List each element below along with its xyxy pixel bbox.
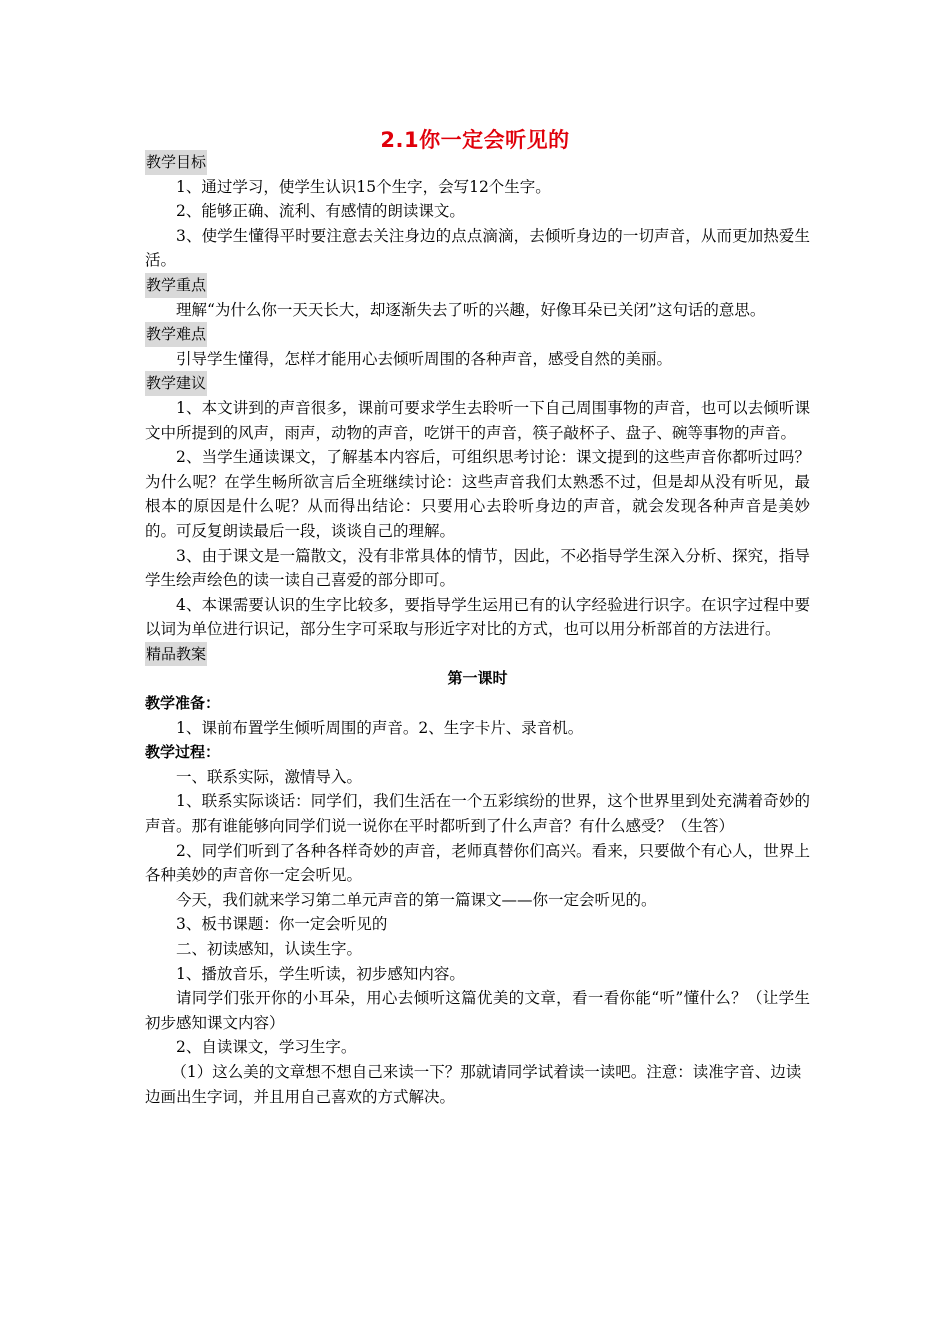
process-item: 1、联系实际谈话：同学们，我们生活在一个五彩缤纷的世界，这个世界里到处充满着奇妙的声音。那有谁能够向同学们说一说你在平时都听到了什么声音？有什么感受？（生答）	[145, 792, 810, 836]
prep-text: 1、课前布置学生倾听周围的声音。2、生字卡片、录音机。	[176, 718, 584, 737]
suggestion-item: 2、当学生通读课文，了解基本内容后，可组织思考讨论：课文提到的这些声音你都听过吗？为什么呢？在学生畅所欲言后全班继续讨论：这些声音我们太熟悉不过，但是却从没有听见，最根本的原因是什么呢？从而得出结论：只要用心去聆听身边的声音，就会发现各种声音是美妙的。可反复朗读最后一段，谈谈自己的理解。	[145, 448, 810, 540]
section-heading-goals: 教学目标	[145, 150, 207, 175]
process-item: 1、播放音乐，学生听读，初步感知内容。	[176, 964, 465, 983]
difficulties-text: 引导学生懂得，怎样才能用心去倾听周围的各种声音，感受自然的美丽。	[176, 349, 673, 368]
prep-label: 教学准备：	[145, 694, 221, 713]
process-item-last: （1）这么美的文章想不想自己来读一下？那就请同学试着读一读吧。注意：读准字音、边读边画出生字词，并且用自己喜欢的方式解决。	[145, 1062, 802, 1106]
suggestion-item: 4、本课需要认识的生字比较多，要指导学生运用已有的认字经验进行识字。在识字过程中要以词为单位进行识记，部分生字可采取与形近字对比的方式，也可以用分析部首的方法进行。	[145, 595, 810, 639]
document-title: 2.1你一定会听见的	[380, 128, 570, 152]
goal-item: 3、使学生懂得平时要注意去关注身边的点点滴滴，去倾听身边的一切声音，从而更加热爱生活。	[145, 226, 810, 270]
lesson-title: 第一课时	[447, 669, 508, 688]
goal-item: 1、通过学习，使学生认识15个生字，会写12个生字。	[176, 177, 551, 196]
goal-item: 2、能够正确、流利、有感情的朗读课文。	[176, 202, 465, 221]
process-item: 2、自读课文，学习生字。	[176, 1038, 357, 1057]
document-body	[145, 150, 810, 1109]
suggestion-item: 3、由于课文是一篇散文，没有非常具体的情节，因此，不必指导学生深入分析、探究，指导学生绘声绘色的读一读自己喜爱的部分即可。	[145, 546, 810, 590]
process-item: 请同学们张开你的小耳朵，用心去倾听这篇优美的文章，看一看你能“听”懂什么？（让学生初步感知课文内容）	[145, 989, 810, 1032]
process-item: 今天，我们就来学习第二单元声音的第一篇课文——你一定会听见的。	[176, 890, 657, 909]
process-label: 教学过程：	[145, 743, 221, 762]
section-heading-suggestions: 教学建议	[145, 371, 207, 396]
key-points-text: 理解“为什么你一天天长大，却逐渐失去了听的兴趣，好像耳朵已关闭”这句话的意思。	[176, 300, 766, 319]
process-item: 2、同学们听到了各种各样奇妙的声音，老师真替你们高兴。看来，只要做个有心人，世界上各种美妙的声音你一定会听见。	[145, 841, 810, 885]
section-heading-plan: 精品教案	[145, 642, 207, 667]
process-item: 3、板书课题：你一定会听见的	[176, 915, 388, 934]
section-heading-difficulties: 教学难点	[145, 322, 207, 347]
process-item: 一、联系实际，激情导入。	[176, 767, 363, 786]
suggestion-item: 1、本文讲到的声音很多，课前可要求学生去聆听一下自己周围事物的声音，也可以去倾听课文中所提到的风声，雨声，动物的声音，吃饼干的声音，筷子敲杯子、盘子、碗等事物的声音。	[145, 398, 810, 442]
process-item: 二、初读感知，认读生字。	[176, 940, 363, 958]
section-heading-key-points: 教学重点	[145, 273, 207, 298]
